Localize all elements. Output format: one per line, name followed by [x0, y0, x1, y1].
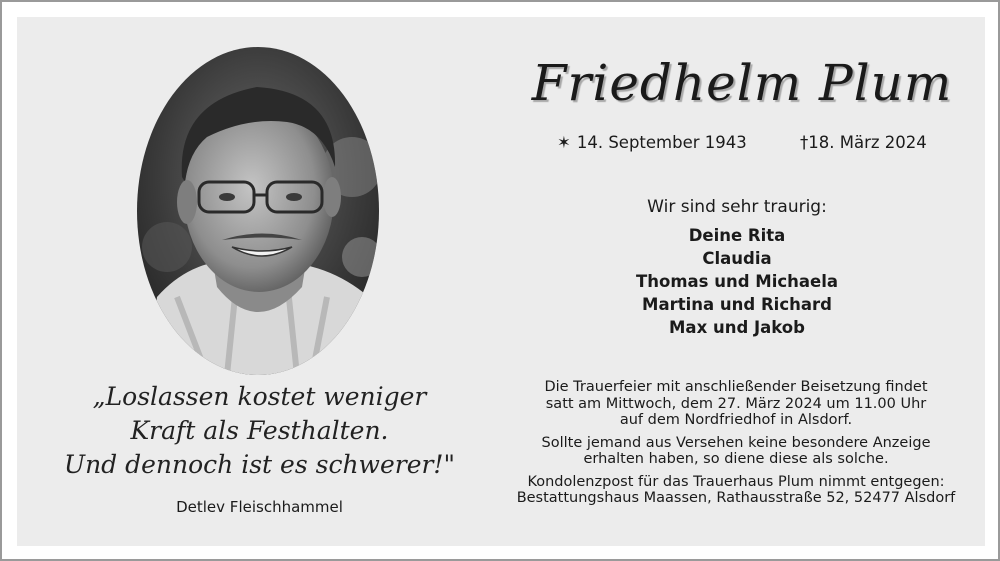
cross-icon: † [800, 133, 809, 152]
quote-line: „Loslassen kostet weniger [92, 382, 427, 411]
condolence-paragraph [512, 474, 960, 507]
info-line: Bestattungshaus Maassen, Rathausstraße 52, 52477 Alsdorf [516, 490, 956, 506]
deceased-name: Friedhelm Plum [531, 54, 953, 112]
birth-date [557, 133, 747, 152]
star-icon: ✶ [557, 133, 571, 152]
mourners-list [562, 224, 912, 339]
service-info [512, 379, 960, 513]
memorial-quote [32, 380, 487, 482]
quote-line: Kraft als Festhalten. [130, 416, 389, 445]
mourner-name: Thomas und Michaela [636, 272, 838, 291]
death-date-text: 18. März 2024 [808, 133, 927, 152]
mourners-intro: Wir sind sehr traurig: [647, 197, 827, 217]
info-line: Die Trauerfeier mit anschließender Beisetzung findet [544, 379, 928, 395]
info-line: erhalten haben, so diene diese als solche. [583, 451, 889, 467]
birth-date-text: 14. September 1943 [576, 133, 747, 152]
mourner-name: Deine Rita [688, 226, 786, 245]
portrait-photo [137, 47, 379, 375]
info-line: satt am Mittwoch, dem 27. März 2024 um 11.00 Uhr [545, 395, 927, 412]
quote-author: Detlev Fleischhammel [176, 498, 343, 516]
mourner-name: Claudia [702, 249, 772, 268]
mourner-name: Martina und Richard [642, 295, 832, 314]
info-line: Kondolenzpost für das Trauerhaus Plum nimmt entgegen: [527, 473, 945, 490]
death-date [800, 133, 927, 152]
info-line: Sollte jemand aus Versehen keine besondere Anzeige [541, 434, 931, 451]
funeral-paragraph [512, 379, 960, 429]
mourner-name: Max und Jakob [669, 318, 805, 337]
notice-paragraph [512, 435, 960, 468]
quote-line: Und dennoch ist es schwerer!" [64, 450, 455, 479]
info-line: auf dem Nordfriedhof in Alsdorf. [619, 412, 853, 428]
